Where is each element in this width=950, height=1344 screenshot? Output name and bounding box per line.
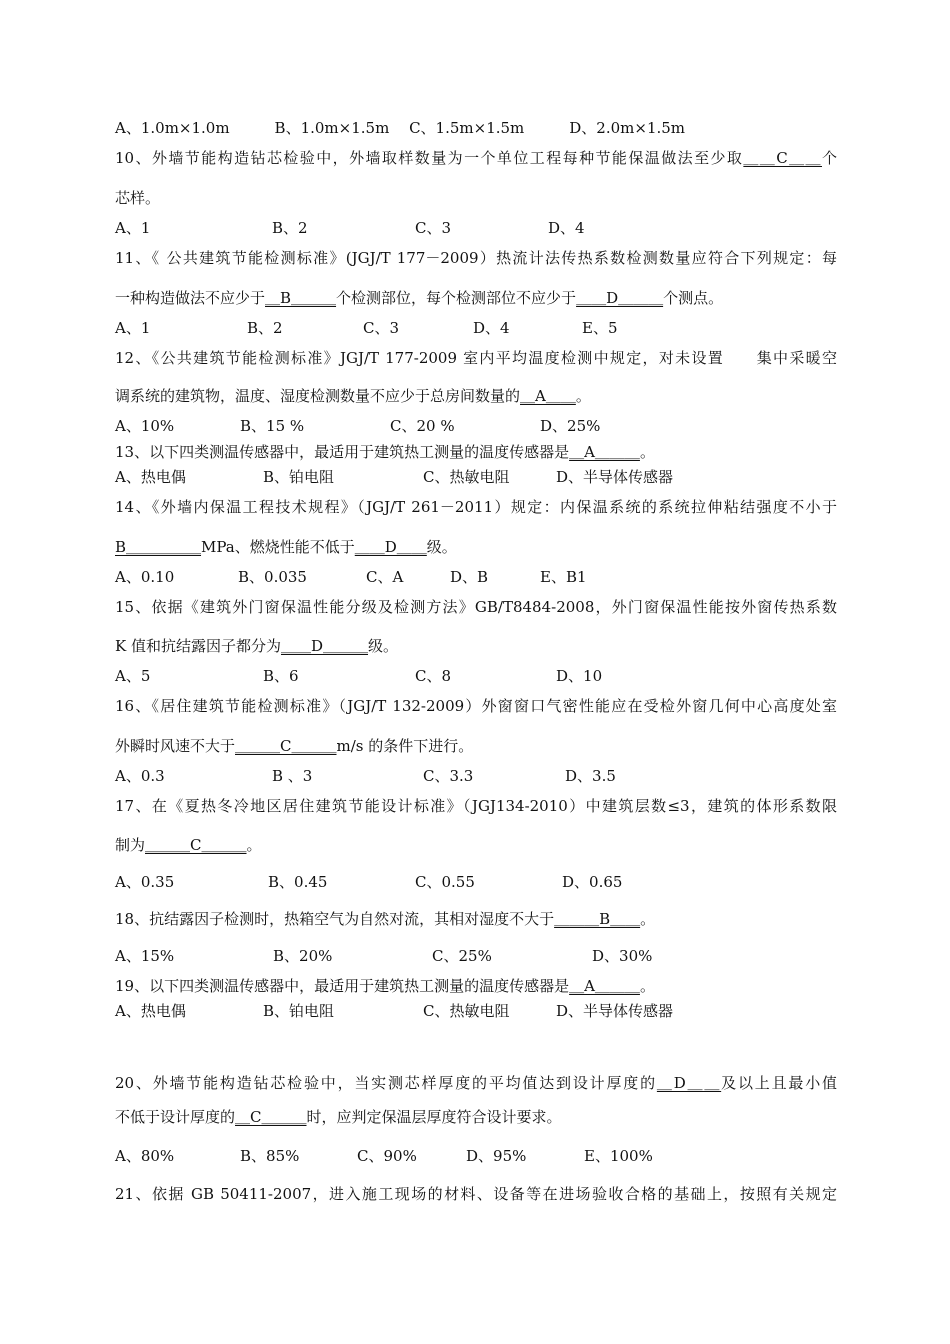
q14-answer-1: B＿＿＿＿＿ <box>115 538 202 556</box>
option-d: D、4 <box>473 319 510 337</box>
option-e: E、B1 <box>540 568 587 586</box>
option-a: A、80% <box>115 1147 175 1165</box>
option-d: D、4 <box>548 219 585 237</box>
option-c: C、20 % <box>390 417 455 435</box>
option-b: B、85% <box>240 1147 300 1165</box>
option-c: C、90% <box>357 1147 417 1165</box>
option-d: D、半导体传感器 <box>556 468 674 486</box>
option-d: D、25% <box>540 417 601 435</box>
option-c: C、8 <box>415 667 452 685</box>
q14-answer-2: ＿＿D＿＿ <box>354 538 427 556</box>
q20-answer-1: ＿D＿＿ <box>656 1074 722 1092</box>
q9-options: A、1.0m×1.0m B、1.0m×1.5m C、1.5m×1.5m D、2.0m×1.5m <box>115 119 686 137</box>
option-c: C、0.55 <box>415 873 475 891</box>
q11-text-line1: 11、《 公共建筑节能检测标准》(JGJ/T 177－2009）热流计法传热系数检测数量应符合下列规定：每 <box>115 249 837 267</box>
option-a: A、1 <box>115 219 151 237</box>
option-b: B、15 % <box>240 417 305 435</box>
option-d: D、3.5 <box>565 767 616 785</box>
q19-text: 19、以下四类测温传感器中，最适用于建筑热工测量的温度传感器是＿A＿＿＿。 <box>115 977 655 995</box>
option-b: B 、3 <box>272 767 313 785</box>
option-c: C、25% <box>432 947 492 965</box>
option-a: A、热电偶 <box>115 1002 186 1020</box>
q18-answer: ＿＿＿B＿＿ <box>554 910 641 928</box>
option-e: E、5 <box>582 319 618 337</box>
q12-answer: ＿A＿＿ <box>520 387 576 405</box>
q15-text-line2: K 值和抗结露因子都分为＿＿D＿＿＿级。 <box>115 637 399 655</box>
option-e: E、100% <box>584 1147 653 1165</box>
option-c: C、3 <box>415 219 452 237</box>
q16-text-line2: 外瞬时风速不大于＿＿＿C＿＿＿m/s 的条件下进行。 <box>115 737 474 755</box>
q15-answer: ＿＿D＿＿＿ <box>280 637 369 655</box>
option-a: A、1 <box>115 319 151 337</box>
q14-text-line1: 14、《外墙内保温工程技术规程》（JGJ/T 261－2011）规定：内保温系统的系统拉伸粘结强度不小于 <box>115 498 837 516</box>
option-c: C、热敏电阻 <box>423 1002 510 1020</box>
q16-answer: ＿＿＿C＿＿＿ <box>235 737 337 755</box>
q12-text-line2: 调系统的建筑物，温度、湿度检测数量不应少于总房间数量的＿A＿＿。 <box>115 387 591 405</box>
q11-answer-2: ＿＿D＿＿＿ <box>576 289 664 307</box>
option-c: C、3 <box>363 319 400 337</box>
option-c: C、A <box>366 568 404 586</box>
option-a: A、5 <box>115 667 151 685</box>
q19-answer: ＿A＿＿＿ <box>569 977 640 995</box>
option-c: C、3.3 <box>423 767 474 785</box>
option-a: A、0.35 <box>115 873 175 891</box>
option-b: B、20% <box>273 947 333 965</box>
q12-text-line1: 12、《公共建筑节能检测标准》JGJ/T 177-2009 室内平均温度检测中规定，对未设置 集中采暖空 <box>115 349 837 367</box>
option-d: D、半导体传感器 <box>556 1002 674 1020</box>
q10-text-line2: 芯样。 <box>115 189 161 207</box>
option-a: A、0.10 <box>115 568 175 586</box>
option-b: B、2 <box>247 319 283 337</box>
q18-text: 18、抗结露因子检测时，热箱空气为自然对流，其相对湿度不大于＿＿＿B＿＿。 <box>115 910 656 928</box>
q14-text-line2: B＿＿＿＿＿MPa、燃烧性能不低于＿＿D＿＿级。 <box>115 538 457 556</box>
q20-text-line1: 20、外墙节能构造钻芯检验中，当实测芯样厚度的平均值达到设计厚度的＿D＿＿及以上且最小值 <box>115 1074 837 1092</box>
option-d: D、95% <box>466 1147 527 1165</box>
option-a: A、0.3 <box>115 767 165 785</box>
q20-text-line2: 不低于设计厚度的＿C＿＿＿时，应判定保温层厚度符合设计要求。 <box>115 1108 562 1126</box>
option-c: C、热敏电阻 <box>423 468 510 486</box>
q11-text-line2: 一种构造做法不应少于＿B＿＿＿个检测部位，每个检测部位不应少于＿＿D＿＿＿个测点。 <box>115 289 724 307</box>
option-d: D、10 <box>556 667 603 685</box>
q10-text-line1: 10、外墙节能构造钻芯检验中，外墙取样数量为一个单位工程每种节能保温做法至少取＿＿C＿＿个 <box>115 149 837 167</box>
option-a: A、热电偶 <box>115 468 186 486</box>
option-d: D、0.65 <box>562 873 623 891</box>
option-b: B、2 <box>272 219 308 237</box>
q11-answer-1: ＿B＿＿＿ <box>265 289 337 307</box>
q15-text-line1: 15、依据《建筑外门窗保温性能分级及检测方法》GB/T8484-2008，外门窗保温性能按外窗传热系数 <box>115 598 837 616</box>
option-b: B、铂电阻 <box>263 468 335 486</box>
option-b: B、0.45 <box>268 873 328 891</box>
q17-answer: ＿＿＿C＿＿＿ <box>145 836 247 854</box>
q16-text-line1: 16、《居住建筑节能检测标准》（JGJ/T 132-2009）外窗窗口气密性能应在受检外窗几何中心高度处室 <box>115 697 837 715</box>
q21-text-line1: 21、依据 GB 50411-2007，进入施工现场的材料、设备等在进场验收合格的基础上，按照有关规定 <box>115 1185 837 1203</box>
q17-text-line2: 制为＿＿＿C＿＿＿。 <box>115 836 262 854</box>
option-b: B、0.035 <box>238 568 307 586</box>
q13-answer: ＿A＿＿＿ <box>569 443 640 461</box>
option-a: A、15% <box>115 947 175 965</box>
option-b: B、铂电阻 <box>263 1002 335 1020</box>
option-d: D、B <box>450 568 489 586</box>
option-d: D、30% <box>592 947 653 965</box>
option-a: A、10% <box>115 417 175 435</box>
q17-text-line1: 17、在《夏热冬冷地区居住建筑节能设计标准》（JGJ134-2010）中建筑层数≤3，建筑的体形系数限 <box>115 797 837 815</box>
q10-answer: ＿＿C＿＿ <box>743 149 822 167</box>
option-b: B、6 <box>263 667 299 685</box>
q20-answer-2: ＿C＿＿＿ <box>235 1108 307 1126</box>
q13-text: 13、以下四类测温传感器中，最适用于建筑热工测量的温度传感器是＿A＿＿＿。 <box>115 443 655 461</box>
